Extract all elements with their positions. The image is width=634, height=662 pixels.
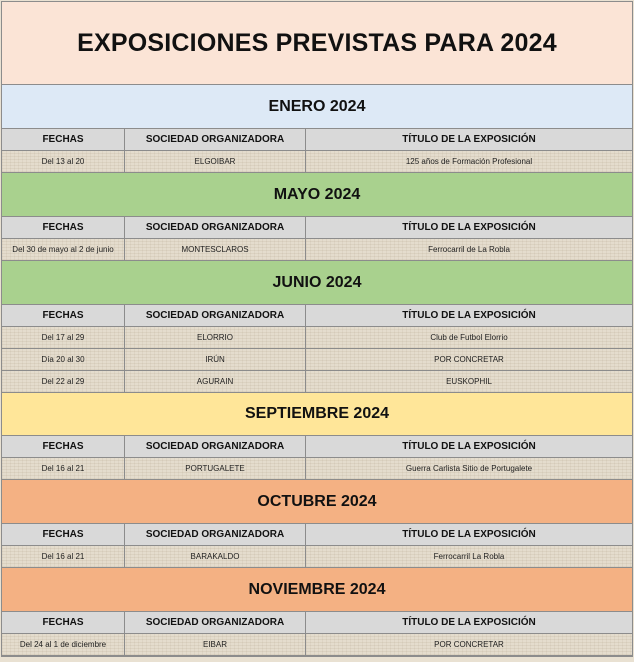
- cell-fechas: Del 16 al 21: [2, 546, 125, 567]
- table-row: [2, 371, 632, 393]
- month-section: [2, 261, 632, 393]
- header-sociedad: SOCIEDAD ORGANIZADORA: [125, 524, 306, 545]
- month-title: ENERO 2024: [2, 85, 632, 129]
- header-fechas: FECHAS: [2, 217, 125, 238]
- column-header-row: [2, 305, 632, 327]
- cell-titulo: POR CONCRETAR: [434, 640, 504, 649]
- cell-fechas: Del 13 al 20: [2, 151, 125, 172]
- cell-fechas: Día 20 al 30: [2, 349, 125, 370]
- cell-sociedad: EIBAR: [125, 634, 306, 655]
- cell-fechas: Del 16 al 21: [2, 458, 125, 479]
- months-container: [2, 85, 632, 656]
- header-sociedad: SOCIEDAD ORGANIZADORA: [125, 129, 306, 150]
- table-row: [2, 239, 632, 261]
- page-title: EXPOSICIONES PREVISTAS PARA 2024: [77, 28, 557, 57]
- table-row: [2, 458, 632, 480]
- header-fechas: FECHAS: [2, 524, 125, 545]
- month-title: JUNIO 2024: [2, 261, 632, 305]
- cell-titulo: Guerra Carlista Sitio de Portugalete: [405, 464, 533, 473]
- cell-titulo: EUSKOPHIL: [446, 377, 492, 386]
- column-header-row: [2, 612, 632, 634]
- column-header-row: [2, 524, 632, 546]
- table-row: [2, 546, 632, 568]
- title-row: [2, 2, 632, 85]
- month-section: [2, 173, 632, 261]
- cell-titulo: Ferrocarril de La Robla: [428, 245, 510, 254]
- header-titulo: TÍTULO DE LA EXPOSICIÓN: [402, 310, 536, 321]
- cell-sociedad: PORTUGALETE: [125, 458, 306, 479]
- exhibitions-sheet: [1, 1, 633, 657]
- month-section: [2, 480, 632, 568]
- cell-sociedad: BARAKALDO: [125, 546, 306, 567]
- month-section: [2, 568, 632, 656]
- header-fechas: FECHAS: [2, 436, 125, 457]
- header-fechas: FECHAS: [2, 305, 125, 326]
- cell-sociedad: ELORRIO: [125, 327, 306, 348]
- cell-sociedad: ELGOIBAR: [125, 151, 306, 172]
- column-header-row: [2, 129, 632, 151]
- table-row: [2, 634, 632, 656]
- header-sociedad: SOCIEDAD ORGANIZADORA: [125, 612, 306, 633]
- header-titulo: TÍTULO DE LA EXPOSICIÓN: [402, 529, 536, 540]
- header-sociedad: SOCIEDAD ORGANIZADORA: [125, 436, 306, 457]
- header-titulo: TÍTULO DE LA EXPOSICIÓN: [402, 134, 536, 145]
- table-row: [2, 327, 632, 349]
- month-section: [2, 85, 632, 173]
- cell-titulo: 125 años de Formación Profesional: [405, 157, 533, 166]
- header-sociedad: SOCIEDAD ORGANIZADORA: [125, 305, 306, 326]
- header-fechas: FECHAS: [2, 129, 125, 150]
- column-header-row: [2, 436, 632, 458]
- table-row: [2, 349, 632, 371]
- month-title: OCTUBRE 2024: [2, 480, 632, 524]
- cell-titulo: Ferrocarril La Robla: [433, 552, 505, 561]
- header-fechas: FECHAS: [2, 612, 125, 633]
- cell-sociedad: IRÚN: [125, 349, 306, 370]
- cell-sociedad: MONTESCLAROS: [125, 239, 306, 260]
- month-title: MAYO 2024: [2, 173, 632, 217]
- cell-fechas: Del 24 al 1 de diciembre: [2, 634, 125, 655]
- cell-titulo: POR CONCRETAR: [434, 355, 504, 364]
- cell-fechas: Del 22 al 29: [2, 371, 125, 392]
- cell-sociedad: AGURAIN: [125, 371, 306, 392]
- header-sociedad: SOCIEDAD ORGANIZADORA: [125, 217, 306, 238]
- header-titulo: TÍTULO DE LA EXPOSICIÓN: [402, 617, 536, 628]
- month-section: [2, 393, 632, 480]
- cell-fechas: Del 30 de mayo al 2 de junio: [2, 239, 125, 260]
- table-row: [2, 151, 632, 173]
- month-title: SEPTIEMBRE 2024: [2, 393, 632, 436]
- header-titulo: TÍTULO DE LA EXPOSICIÓN: [402, 441, 536, 452]
- month-title: NOVIEMBRE 2024: [2, 568, 632, 612]
- cell-titulo: Club de Futbol Elorrio: [430, 333, 508, 342]
- cell-fechas: Del 17 al 29: [2, 327, 125, 348]
- header-titulo: TÍTULO DE LA EXPOSICIÓN: [402, 222, 536, 233]
- column-header-row: [2, 217, 632, 239]
